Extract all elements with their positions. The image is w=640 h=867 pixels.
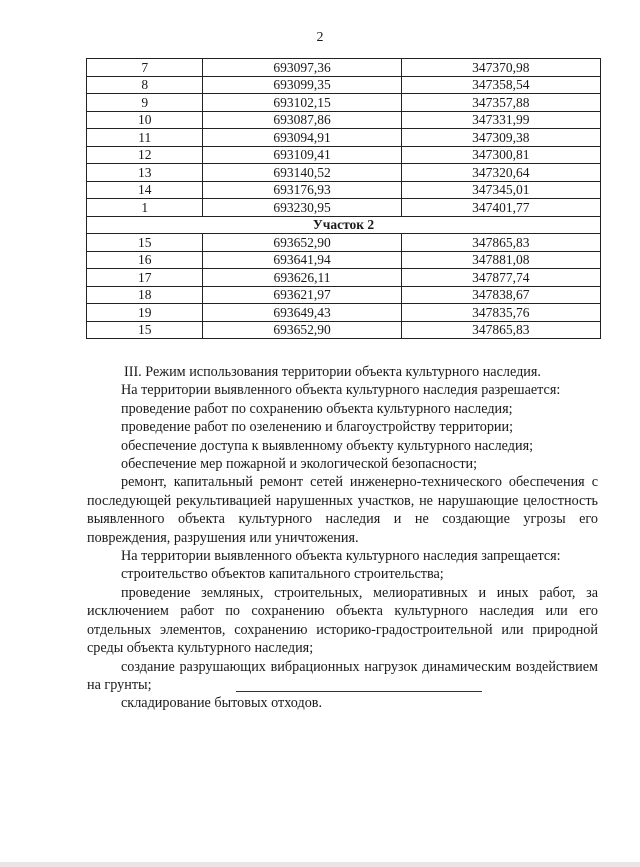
- forbidden-item: строительство объектов капитального строительства;: [121, 566, 444, 583]
- x-coordinate: 693087,86: [203, 111, 401, 129]
- point-number: 16: [87, 251, 203, 269]
- allowed-item: ремонт, капитальный ремонт сетей инженерно-технического обеспечения с последующей рекультивацией нарушенных участков, не нарушающие целостность выявленного объекта культурного наследия и не создающие угрозы его повреждения, разрушения или уничтожения.: [87, 474, 598, 546]
- y-coordinate: 347309,38: [401, 129, 600, 147]
- table-row: [87, 146, 601, 164]
- x-coordinate: 693649,43: [203, 304, 401, 322]
- table-row: [87, 181, 601, 199]
- table-row: [87, 199, 601, 217]
- table-row: [87, 269, 601, 287]
- y-coordinate: 347357,88: [401, 94, 600, 112]
- forbidden-item: создание разрушающих вибрационных нагрузок динамическим воздействием на грунты;: [87, 658, 598, 693]
- point-number: 15: [87, 234, 203, 252]
- table-row: [87, 129, 601, 147]
- page-number: 2: [316, 30, 324, 45]
- point-number: 13: [87, 164, 203, 182]
- point-number: 17: [87, 269, 203, 287]
- allowed-item: проведение работ по озеленению и благоустройству территории;: [121, 419, 514, 436]
- point-number: 10: [87, 111, 203, 129]
- point-number: 11: [87, 129, 203, 147]
- table-row: [87, 304, 601, 322]
- y-coordinate: 347401,77: [401, 199, 600, 217]
- x-coordinate: 693176,93: [203, 181, 401, 199]
- y-coordinate: 347320,64: [401, 164, 600, 182]
- forbidden-item: складирование бытовых отходов.: [121, 695, 323, 712]
- allowed-item: проведение работ по сохранению объекта культурного наследия;: [121, 400, 513, 417]
- x-coordinate: 693109,41: [203, 146, 401, 164]
- x-coordinate: 693102,15: [203, 94, 401, 112]
- y-coordinate: 347835,76: [401, 304, 600, 322]
- table-row: [87, 251, 601, 269]
- point-number: 12: [87, 146, 203, 164]
- table-row: [87, 234, 601, 252]
- forbidden-intro: На территории выявленного объекта культурного наследия запрещается:: [121, 548, 561, 565]
- y-coordinate: 347345,01: [401, 181, 600, 199]
- x-coordinate: 693621,97: [203, 286, 401, 304]
- x-coordinate: 693097,36: [203, 59, 401, 77]
- y-coordinate: 347877,74: [401, 269, 600, 287]
- forbidden-item: проведение земляных, строительных, мелиоративных и иных работ, за исключением работ по сохранению объекта культурного наследия или его отдельных элементов, сохранению историко-градостроительной или природной среды объекта культурного наследия;: [87, 584, 598, 657]
- table-row: [87, 111, 601, 129]
- closing-rule: [236, 691, 482, 692]
- y-coordinate: 347370,98: [401, 59, 600, 77]
- point-number: 18: [87, 286, 203, 304]
- point-number: 7: [87, 59, 203, 77]
- regime-section: [87, 363, 598, 713]
- point-number: 15: [87, 321, 203, 339]
- allowed-item: обеспечение доступа к выявленному объекту культурного наследия;: [121, 437, 534, 454]
- table-row: [87, 94, 601, 112]
- x-coordinate: 693230,95: [203, 199, 401, 217]
- table-row: [87, 59, 601, 77]
- allowed-item: обеспечение мер пожарной и экологической безопасности;: [121, 456, 478, 473]
- table-row: [87, 164, 601, 182]
- section-heading: III. Режим использования территории объекта культурного наследия.: [124, 364, 541, 380]
- table-row: [87, 321, 601, 339]
- point-number: 19: [87, 304, 203, 322]
- x-coordinate: 693652,90: [203, 321, 401, 339]
- x-coordinate: 693099,35: [203, 76, 401, 94]
- point-number: 9: [87, 94, 203, 112]
- y-coordinate: 347358,54: [401, 76, 600, 94]
- section-row: [87, 216, 601, 234]
- y-coordinate: 347881,08: [401, 251, 600, 269]
- y-coordinate: 347838,67: [401, 286, 600, 304]
- point-number: 14: [87, 181, 203, 199]
- x-coordinate: 693641,94: [203, 251, 401, 269]
- y-coordinate: 347865,83: [401, 234, 600, 252]
- table-row: [87, 286, 601, 304]
- y-coordinate: 347331,99: [401, 111, 600, 129]
- point-number: 1: [87, 199, 203, 217]
- coordinates-table: [86, 58, 601, 339]
- y-coordinate: 347865,83: [401, 321, 600, 339]
- scan-edge: [0, 862, 640, 867]
- x-coordinate: 693140,52: [203, 164, 401, 182]
- x-coordinate: 693626,11: [203, 269, 401, 287]
- x-coordinate: 693094,91: [203, 129, 401, 147]
- table-row: [87, 76, 601, 94]
- point-number: 8: [87, 76, 203, 94]
- y-coordinate: 347300,81: [401, 146, 600, 164]
- allowed-intro: На территории выявленного объекта культурного наследия разрешается:: [121, 382, 561, 399]
- x-coordinate: 693652,90: [203, 234, 401, 252]
- section-title: Участок 2: [87, 216, 601, 234]
